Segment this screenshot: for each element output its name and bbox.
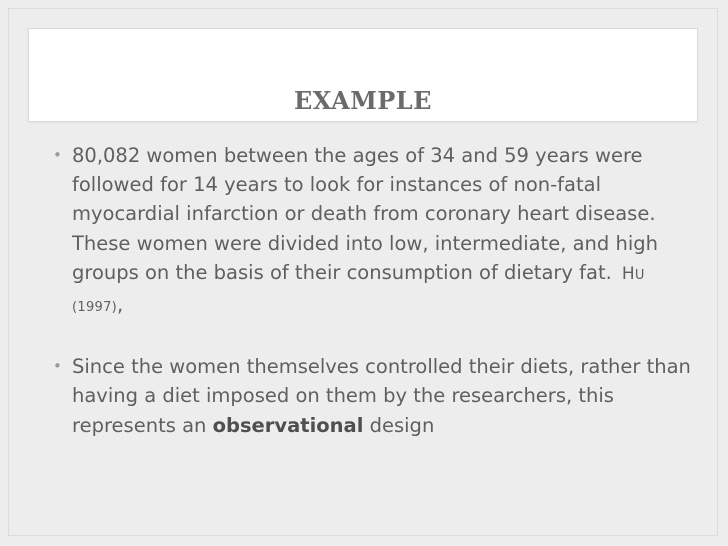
bullet-dot-icon: • <box>53 357 62 376</box>
bullet-item <box>48 141 700 322</box>
citation-initial: H <box>621 263 635 284</box>
slide-title: EXAMPLE <box>294 86 432 115</box>
emphasis-text: observational <box>212 413 364 437</box>
bullet-dot-icon: • <box>53 146 62 164</box>
bullet-text: Since the women themselves controlled their diets, rather than having a diet imposed on them by the researchers, this represents an <box>72 355 691 437</box>
citation-trailer: , <box>117 293 124 317</box>
citation-rest: U (1997) <box>72 267 645 316</box>
bullet-text-end: design <box>369 413 435 437</box>
title-box <box>28 28 698 122</box>
bullet-text: 80,082 women between the ages of 34 and 59 years were followed for 14 years to look for instances of non-fatal myocardial infarction or death from coronary heart disease. These women were divided into low, intermediate, and high groups on the basis of their consumption of dietary fat. <box>72 144 658 284</box>
bullet-item <box>48 352 700 440</box>
slide-content <box>48 141 700 440</box>
